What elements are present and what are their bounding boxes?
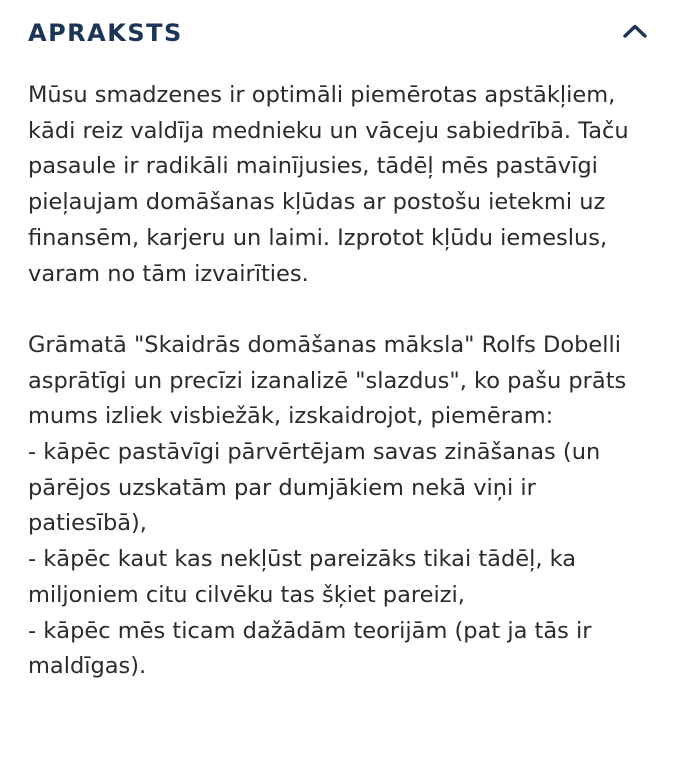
chevron-up-icon xyxy=(622,23,648,39)
collapse-toggle-button[interactable] xyxy=(619,15,651,47)
description-text: Mūsu smadzenes ir optimāli piemērotas apstākļiem, kādi reiz valdīja mednieku un vāceju sabiedrībā. Taču pasaule ir radikāli mainījusies, tādēļ mēs pastāvīgi pieļaujam domāšanas kļūdas ar postošu ietekmi uz finansēm, karjeru un laimi. Izprotot kļūdu iemeslus, varam no tām izvairīties. Grāmatā "Skaidrās domāšanas māksla" Rolfs Dobelli asprātīgi un precīzi izanalizē "slazdus", ko pašu prāts mums izliek visbiežāk, izskaidrojot, piemēram: - kāpēc pastāvīgi pārvērtējam savas zināšanas (un pārējos uzskatām par dumjākiem nekā viņi ir patiesībā), - kāpēc kaut kas nekļūst pareizāks tikai tādēļ, ka miljoniem citu cilvēku tas šķiet pareizi, - kāpēc mēs ticam dažādām teorijām (pat ja tās ir maldīgas). xyxy=(28,82,629,680)
section-title: APRAKSTS xyxy=(28,19,183,47)
section-header[interactable] xyxy=(0,0,677,62)
